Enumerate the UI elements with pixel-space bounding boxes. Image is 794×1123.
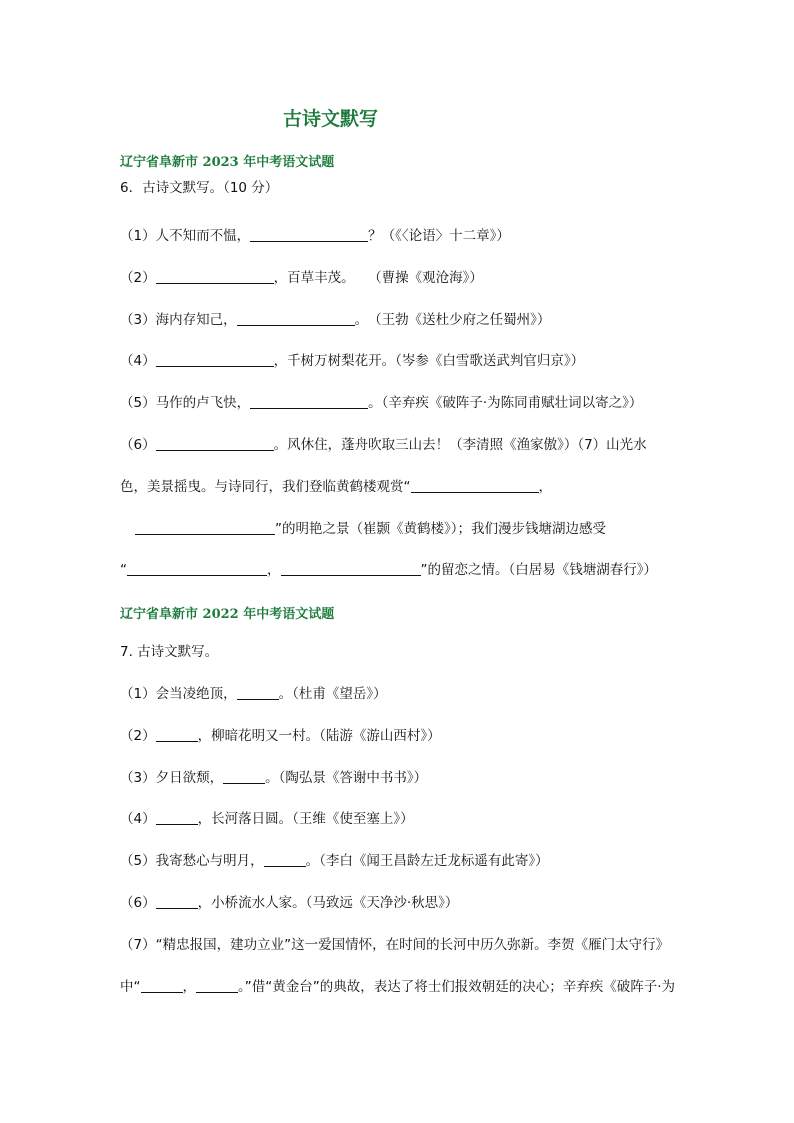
q6-item-7-line-4 [120, 560, 657, 580]
answer-blank[interactable] [250, 227, 368, 242]
item-text: （5）马作的卢飞快， [120, 395, 251, 411]
item-text: 。”借“黄金台”的典故，表达了将士们报效朝廷的决心；辛弃疾《破阵子·为 [238, 979, 676, 995]
item-text: ， [538, 479, 552, 495]
section-header-2022: 辽宁省阜新市 2022 年中考语文试题 [120, 607, 335, 622]
answer-blank[interactable] [156, 727, 198, 742]
item-text: 。（李白《闻王昌龄左迁龙标遥有此寄》） [305, 853, 549, 869]
answer-blank[interactable] [237, 311, 355, 326]
answer-blank[interactable] [156, 269, 274, 284]
item-text: ”的留恋之情。（白居易《钱塘湖春行》） [420, 562, 657, 578]
item-text: （6） [120, 895, 156, 911]
q7-item-6 [120, 893, 458, 913]
item-text: （4） [120, 811, 156, 827]
item-text: 。（辛弃疾《破阵子·为陈同甫赋壮词以寄之》） [368, 395, 643, 411]
q7-item-7-line-1: （7）“精忠报国，建功立业”这一爱国情怀，在时间的长河中历久弥新。李贺《雁门太守行》 [120, 937, 670, 953]
answer-blank[interactable] [156, 810, 198, 825]
item-text: ，柳暗花明又一村。（陆游《游山西村》） [197, 728, 441, 744]
item-text: ”的明艳之景（崔颢《黄鹤楼》）；我们漫步钱塘湖边感受 [275, 521, 606, 537]
answer-blank[interactable] [135, 520, 275, 535]
answer-blank[interactable] [156, 436, 274, 451]
answer-blank[interactable] [141, 978, 183, 993]
answer-blank[interactable] [223, 769, 265, 784]
item-text: （5）我寄愁心与明月， [120, 853, 264, 869]
item-text: ？（《〈论语〉十二章》） [368, 228, 510, 244]
item-text: （6） [120, 437, 156, 453]
q7-item-7-line-2 [120, 977, 675, 997]
item-text: ，长河落日圆。（王维《使至塞上》） [197, 811, 414, 827]
answer-blank[interactable] [196, 978, 238, 993]
q7-item-4 [120, 809, 414, 829]
page-title: 古诗文默写 [283, 108, 379, 130]
answer-blank[interactable] [237, 685, 279, 700]
answer-blank[interactable] [156, 894, 198, 909]
q6-item-1 [120, 226, 510, 246]
item-text: ， [182, 979, 196, 995]
answer-blank[interactable] [264, 852, 306, 867]
item-text: ， [267, 562, 281, 578]
q6-item-4 [120, 351, 584, 371]
q7-item-5 [120, 851, 549, 871]
item-text: （1）会当凌绝顶， [120, 686, 237, 702]
item-text: （1）人不知而不愠， [120, 228, 251, 244]
section-header-2023: 辽宁省阜新市 2023 年中考语文试题 [120, 155, 335, 170]
question-7: 7. 古诗文默写。 [120, 644, 219, 660]
answer-blank[interactable] [411, 478, 539, 493]
item-text: （2） [120, 270, 156, 286]
item-text: ，百草丰茂。 （曹操《观沧海》） [273, 270, 483, 286]
q7-item-3 [120, 768, 427, 788]
item-text: 。（陶弘景《答谢中书书》） [265, 770, 428, 786]
q6-item-3 [120, 310, 550, 330]
q6-item-7-line-2 [120, 477, 552, 497]
answer-blank[interactable] [156, 352, 274, 367]
item-text: 。 （王勃《送杜少府之任蜀州》） [354, 312, 551, 328]
item-text: 。（杜甫《望岳》） [278, 686, 387, 702]
question-6: 6．古诗文默写。（10 分） [120, 180, 279, 196]
item-text: 。风休住，蓬舟吹取三山去！（李清照《渔家傲》）（7）山光水 [273, 437, 647, 453]
answer-blank[interactable] [127, 561, 267, 576]
answer-blank[interactable] [281, 561, 421, 576]
item-text: 中“ [120, 979, 141, 995]
item-text: ，小桥流水人家。（马致远《天净沙·秋思》） [197, 895, 459, 911]
item-text: （3）海内存知己， [120, 312, 237, 328]
item-text: ，千树万树梨花开。（岑参《白雪歌送武判官归京》） [273, 353, 585, 369]
item-text: “ [120, 562, 127, 578]
q7-item-2 [120, 726, 441, 746]
answer-blank[interactable] [250, 394, 368, 409]
q6-item-6 [120, 435, 647, 455]
item-text: （2） [120, 728, 156, 744]
item-text: （4） [120, 353, 156, 369]
q6-item-2 [120, 268, 483, 288]
item-text: （3）夕日欲颓， [120, 770, 224, 786]
q6-item-7-line-3 [135, 519, 606, 539]
q7-item-1 [120, 684, 387, 704]
item-text: 色，美景摇曳。与诗同行，我们登临黄鹤楼观赏“ [120, 479, 411, 495]
q6-item-5 [120, 393, 642, 413]
